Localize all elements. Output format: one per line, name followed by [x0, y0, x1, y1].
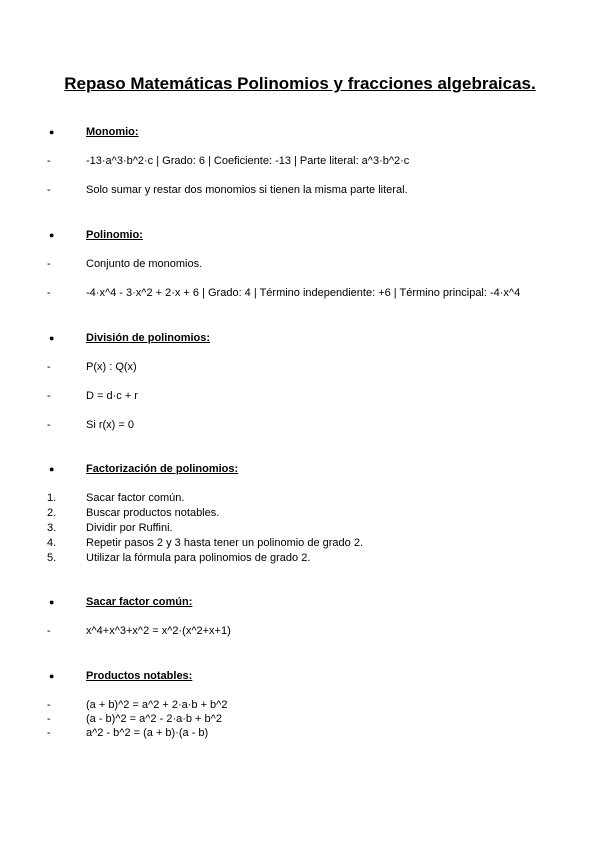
section-heading-polinomio [0, 227, 600, 243]
section-heading-monomio [0, 124, 600, 140]
number-marker: 5. [47, 552, 57, 564]
number-marker: 1. [47, 492, 57, 504]
item-text: -13·a^3·b^2·c | Grado: 6 | Coeficiente: -13 | Parte literal: a^3·b^2·c [86, 155, 410, 167]
heading-text: Sacar factor común: [86, 596, 193, 608]
item-text: (a + b)^2 = a^2 + 2·a·b + b^2 [86, 699, 228, 711]
dash-marker: - [47, 361, 51, 373]
section-heading-division [0, 330, 600, 346]
list-item [0, 153, 600, 169]
list-item [0, 388, 600, 404]
list-item [0, 505, 600, 521]
list-item [0, 490, 600, 506]
bullet-icon: ● [49, 333, 55, 343]
item-text: P(x) : Q(x) [86, 361, 137, 373]
dash-marker: - [47, 287, 51, 299]
item-text: Dividir por Ruffini. [86, 522, 173, 534]
dash-marker: - [47, 625, 51, 637]
section-heading-productos-notables [0, 668, 600, 684]
dash-marker: - [47, 155, 51, 167]
list-item [0, 285, 600, 301]
list-item [0, 520, 600, 536]
section-heading-factor-comun [0, 594, 600, 610]
dash-marker: - [47, 390, 51, 402]
section-heading-factorizacion [0, 461, 600, 477]
item-text: Solo sumar y restar dos monomios si tienen la misma parte literal. [86, 184, 408, 196]
list-item [0, 550, 600, 566]
item-text: (a - b)^2 = a^2 - 2·a·b + b^2 [86, 713, 222, 725]
list-item [0, 623, 600, 639]
list-item [0, 256, 600, 272]
list-item [0, 359, 600, 375]
bullet-icon: ● [49, 597, 55, 607]
item-text: Conjunto de monomios. [86, 258, 203, 270]
bullet-icon: ● [49, 230, 55, 240]
heading-text: Productos notables: [86, 670, 193, 682]
heading-text: Monomio: [86, 126, 139, 138]
dash-marker: - [47, 419, 51, 431]
number-marker: 3. [47, 522, 57, 534]
page-title: Repaso Matemáticas Polinomios y fracciones algebraicas. [64, 74, 536, 93]
item-text: x^4+x^3+x^2 = x^2·(x^2+x+1) [86, 625, 231, 637]
item-text: D = d·c + r [86, 390, 138, 402]
item-text: Buscar productos notables. [86, 507, 220, 519]
item-text: Repetir pasos 2 y 3 hasta tener un polinomio de grado 2. [86, 537, 364, 549]
bullet-icon: ● [49, 464, 55, 474]
item-text: Si r(x) = 0 [86, 419, 134, 431]
list-item [0, 182, 600, 198]
dash-marker: - [47, 713, 51, 725]
dash-marker: - [47, 727, 51, 739]
heading-text: Factorización de polinomios: [86, 463, 239, 475]
item-text: Sacar factor común. [86, 492, 185, 504]
dash-marker: - [47, 699, 51, 711]
bullet-icon: ● [49, 127, 55, 137]
heading-text: Polinomio: [86, 229, 143, 241]
list-item [0, 725, 600, 741]
number-marker: 2. [47, 507, 57, 519]
item-text: -4·x^4 - 3·x^2 + 2·x + 6 | Grado: 4 | Término independiente: +6 | Término principal: -4·x^4 [86, 287, 521, 299]
dash-marker: - [47, 184, 51, 196]
list-item [0, 535, 600, 551]
bullet-icon: ● [49, 671, 55, 681]
item-text: Utilizar la fórmula para polinomios de grado 2. [86, 552, 311, 564]
list-item [0, 417, 600, 433]
number-marker: 4. [47, 537, 57, 549]
item-text: a^2 - b^2 = (a + b)·(a - b) [86, 727, 209, 739]
heading-text: División de polinomios: [86, 332, 211, 344]
dash-marker: - [47, 258, 51, 270]
